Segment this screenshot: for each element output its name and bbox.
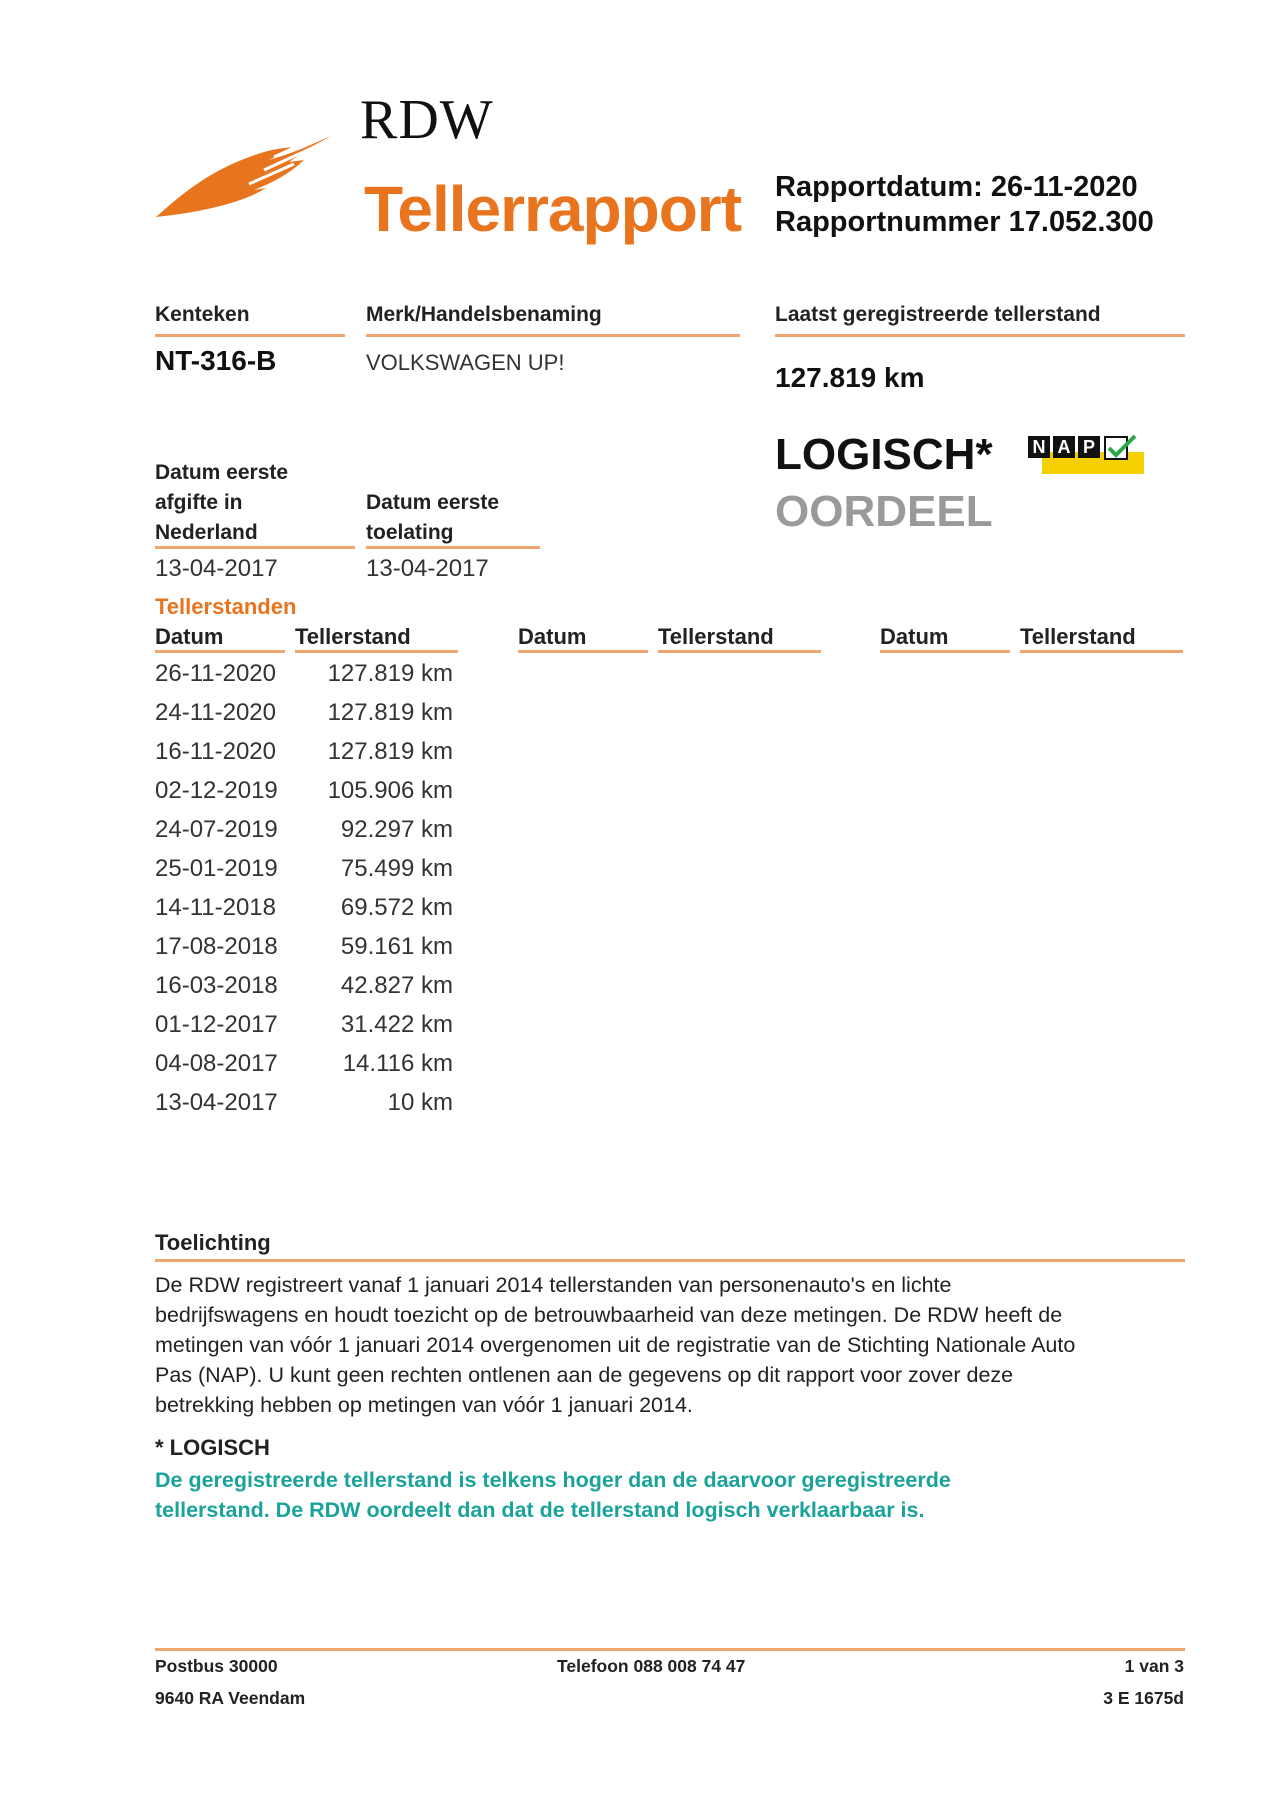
eerste-toelating-label-1: Datum eerste — [366, 491, 500, 514]
rapportnummer: Rapportnummer 17.052.300 — [775, 206, 1154, 238]
row-datum: 24-07-2019 — [155, 816, 278, 843]
col-datum-1: Datum — [155, 624, 224, 649]
toelichting-line-2: bedrijfswagens en houdt toezicht op de betrouwbaarheid van deze metingen. De RDW heeft de — [155, 1303, 1063, 1327]
row-km: 75.499 km — [340, 855, 453, 882]
eerste-afgifte-label-2: afgifte in — [155, 491, 243, 514]
kenteken-rule — [155, 334, 345, 337]
verdict-label: LOGISCH* — [775, 430, 993, 479]
row-datum: 04-08-2017 — [155, 1050, 278, 1077]
footer-code: 3 E 1675d — [1103, 1688, 1184, 1708]
check-icon — [1104, 434, 1138, 464]
row-datum: 17-08-2018 — [155, 933, 278, 960]
row-datum: 25-01-2019 — [155, 855, 278, 882]
kenteken-value: NT-316-B — [155, 345, 277, 376]
laatst-label: Laatst geregistreerde tellerstand — [775, 303, 1101, 326]
eerste-toelating-value: 13-04-2017 — [366, 555, 489, 582]
row-datum: 02-12-2019 — [155, 777, 278, 804]
row-km: 31.422 km — [340, 1011, 453, 1038]
rdw-logo-icon — [154, 122, 334, 222]
kenteken-label: Kenteken — [155, 303, 250, 326]
row-km: 42.827 km — [340, 972, 453, 999]
row-km: 14.116 km — [342, 1050, 453, 1077]
col-tellerstand-2: Tellerstand — [658, 624, 774, 649]
col-tellerstand-3: Tellerstand — [1020, 624, 1136, 649]
col-tellerstand-1-rule — [295, 650, 458, 653]
eerste-afgifte-value: 13-04-2017 — [155, 555, 278, 582]
col-tellerstand-3-rule — [1020, 650, 1183, 653]
nap-letter-p: P — [1078, 436, 1100, 458]
col-tellerstand-1: Tellerstand — [295, 624, 411, 649]
laatst-value: 127.819 km — [775, 362, 925, 393]
row-datum: 14-11-2018 — [155, 894, 276, 921]
col-datum-2-rule — [518, 650, 648, 653]
org-name: RDW — [360, 89, 494, 151]
row-km: 59.161 km — [340, 933, 453, 960]
row-km: 105.906 km — [327, 777, 453, 804]
row-datum: 01-12-2017 — [155, 1011, 278, 1038]
eerste-afgifte-label-1: Datum eerste — [155, 461, 289, 484]
eerste-afgifte-label-3: Nederland — [155, 521, 258, 544]
eerste-afgifte-rule — [155, 546, 355, 549]
row-datum: 16-03-2018 — [155, 972, 278, 999]
laatst-rule — [775, 334, 1185, 337]
nap-badge — [1028, 434, 1144, 476]
footer-pagina: 1 van 3 — [1124, 1656, 1184, 1676]
col-tellerstand-2-rule — [658, 650, 821, 653]
row-km: 69.572 km — [340, 894, 453, 921]
toelichting-line-4: Pas (NAP). U kunt geen rechten ontlenen aan de gegevens op dit rapport voor zover deze — [155, 1363, 1014, 1387]
logisch-heading: * LOGISCH — [155, 1435, 270, 1460]
col-datum-3-rule — [880, 650, 1010, 653]
eerste-toelating-label-2: toelating — [366, 521, 454, 544]
merk-label: Merk/Handelsbenaming — [366, 303, 602, 326]
toelichting-line-5: betrekking hebben op metingen van vóór 1 januari 2014. — [155, 1393, 693, 1417]
toelichting-rule — [155, 1259, 1185, 1262]
row-datum: 13-04-2017 — [155, 1089, 278, 1116]
page-title: Tellerrapport — [364, 173, 741, 245]
row-km: 10 km — [387, 1089, 453, 1116]
footer-postbus: Postbus 30000 — [155, 1656, 278, 1676]
footer-plaats: 9640 RA Veendam — [155, 1688, 306, 1708]
nap-letter-a: A — [1053, 436, 1075, 458]
row-datum: 16-11-2020 — [155, 738, 276, 765]
row-datum: 26-11-2020 — [155, 660, 276, 687]
eerste-toelating-rule — [366, 546, 540, 549]
row-km: 127.819 km — [327, 738, 453, 765]
toelichting-line-1: De RDW registreert vanaf 1 januari 2014 tellerstanden van personenauto's en lichte — [155, 1273, 952, 1297]
merk-value: VOLKSWAGEN UP! — [366, 350, 565, 375]
rapportdatum: Rapportdatum: 26-11-2020 — [775, 171, 1138, 203]
col-datum-3: Datum — [880, 624, 949, 649]
logisch-line-1: De geregistreerde tellerstand is telkens hoger dan de daarvoor geregistreerde — [155, 1468, 951, 1492]
nap-letter-n: N — [1028, 436, 1050, 458]
toelichting-line-3: metingen van vóór 1 januari 2014 overgenomen uit de registratie van de Stichting Nationale Auto — [155, 1333, 1076, 1357]
verdict-sub: OORDEEL — [775, 487, 993, 536]
row-km: 92.297 km — [340, 816, 453, 843]
logisch-line-2: tellerstand. De RDW oordeelt dan dat de tellerstand logisch verklaarbaar is. — [155, 1498, 925, 1522]
row-datum: 24-11-2020 — [155, 699, 276, 726]
toelichting-heading: Toelichting — [155, 1230, 271, 1255]
row-km: 127.819 km — [327, 699, 453, 726]
footer-telefoon: Telefoon 088 008 74 47 — [557, 1656, 746, 1676]
col-datum-1-rule — [155, 650, 285, 653]
tellerstanden-heading: Tellerstanden — [155, 594, 297, 619]
col-datum-2: Datum — [518, 624, 587, 649]
row-km: 127.819 km — [327, 660, 453, 687]
merk-rule — [366, 334, 740, 337]
footer-rule — [155, 1648, 1185, 1651]
